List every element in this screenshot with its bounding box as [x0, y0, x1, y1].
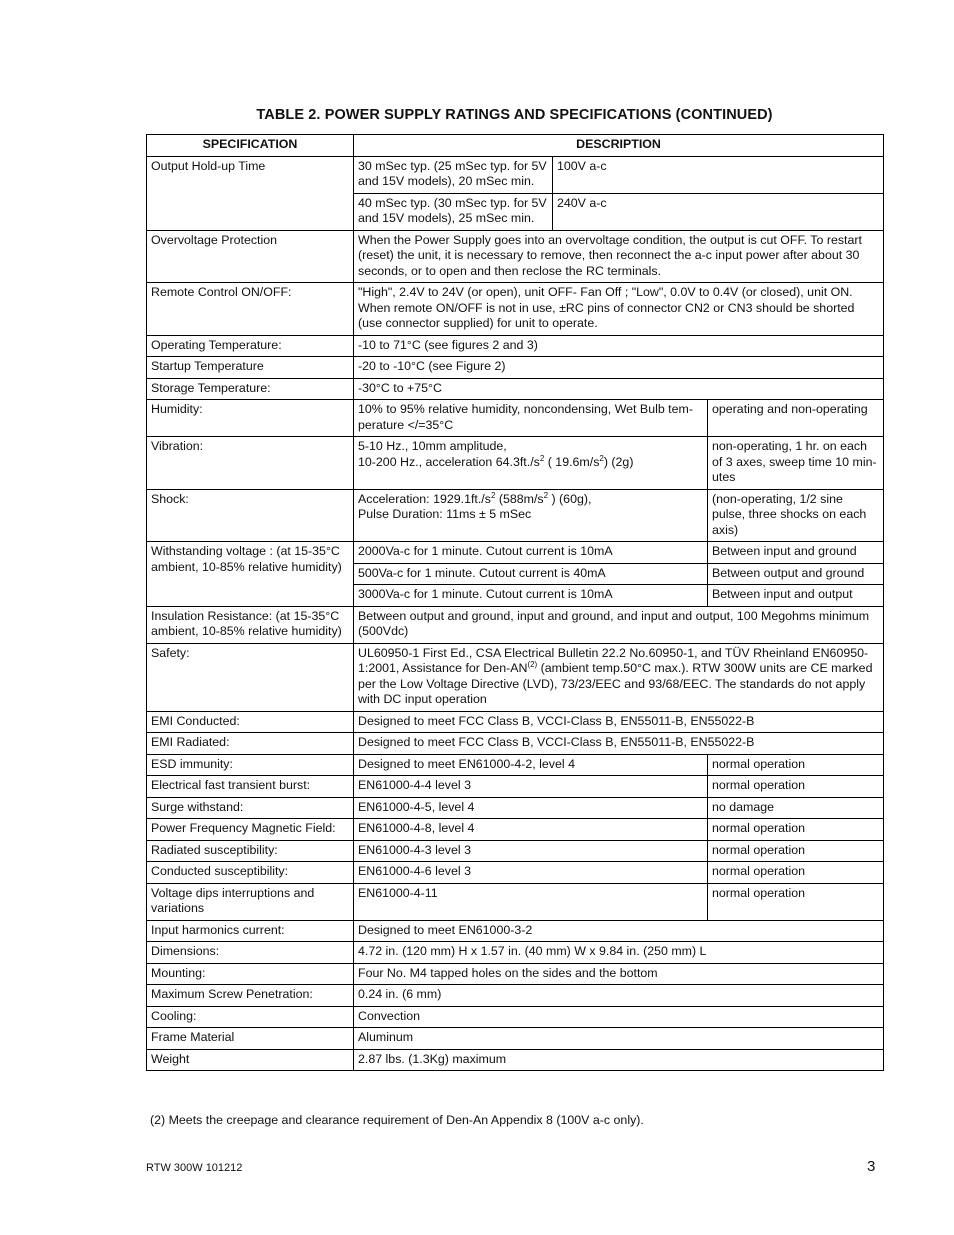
table-header-row — [147, 135, 884, 157]
spec-desc: Designed to meet FCC Class B, VCCI-Class B, EN55011-B, EN55022-B — [354, 733, 884, 755]
table-row — [147, 840, 884, 862]
table-row — [147, 1028, 884, 1050]
spec-label: Withstanding voltage : (at 15-35°C ambient, 10-85% relative humidity) — [147, 542, 354, 607]
table-row — [147, 754, 884, 776]
spec-desc: EN61000-4-8, level 4 — [354, 819, 708, 841]
spec-desc: EN61000-4-5, level 4 — [354, 797, 708, 819]
spec-label: Mounting: — [147, 963, 354, 985]
spec-label: Maximum Screw Penetration: — [147, 985, 354, 1007]
spec-label: Overvoltage Protection — [147, 230, 354, 283]
spec-condition: normal operation — [708, 776, 884, 798]
spec-desc — [354, 489, 708, 542]
spec-label: Remote Control ON/OFF: — [147, 283, 354, 336]
shock-line2: Pulse Duration: 11ms ± 5 mSec — [358, 507, 532, 521]
safety-part2: (ambient temp.50°C max.). RTW 300W units are CE marked per the Low Voltage Directive (LVD), 73/23/EEC and 93/68/EEC. The standards do not apply with DC input operation — [358, 661, 873, 706]
table-row — [147, 963, 884, 985]
spec-desc: Designed to meet EN61000-3-2 — [354, 920, 884, 942]
spec-table — [146, 134, 884, 1071]
spec-label: Output Hold-up Time — [147, 156, 354, 230]
spec-condition: Between input and output — [708, 585, 884, 607]
table-row — [147, 542, 884, 564]
page-number: 3 — [867, 1158, 876, 1175]
spec-desc: 500Va-c for 1 minute. Cutout current is 40mA — [354, 563, 708, 585]
spec-condition: normal operation — [708, 819, 884, 841]
spec-label: Startup Temperature — [147, 357, 354, 379]
spec-condition: normal operation — [708, 862, 884, 884]
spec-desc: 40 mSec typ. (30 mSec typ. for 5V and 15V models), 25 mSec min. — [354, 193, 553, 230]
table-row — [147, 797, 884, 819]
shock-line1c: ) (60g), — [548, 491, 592, 506]
spec-desc: EN61000-4-3 level 3 — [354, 840, 708, 862]
spec-condition: operating and non-operating — [708, 400, 884, 437]
spec-label: Electrical fast transient burst: — [147, 776, 354, 798]
spec-label: Storage Temperature: — [147, 378, 354, 400]
header-specification: SPECIFICATION — [147, 135, 354, 157]
spec-desc: 3000Va-c for 1 minute. Cutout current is 10mA — [354, 585, 708, 607]
table-row — [147, 920, 884, 942]
table-row — [147, 437, 884, 490]
shock-line1a: Acceleration: 1929.1ft./s — [358, 491, 491, 506]
document-id: RTW 300W 101212 — [146, 1162, 243, 1174]
spec-condition: Between output and ground — [708, 563, 884, 585]
table-row — [147, 733, 884, 755]
spec-condition: 100V a-c — [553, 156, 884, 193]
table-row — [147, 606, 884, 643]
spec-desc: 2.87 lbs. (1.3Kg) maximum — [354, 1049, 884, 1071]
table-row — [147, 776, 884, 798]
header-description: DESCRIPTION — [354, 135, 884, 157]
spec-label: Conducted susceptibility: — [147, 862, 354, 884]
superscript: 2 — [490, 490, 496, 500]
spec-desc: 0.24 in. (6 mm) — [354, 985, 884, 1007]
table-row — [147, 985, 884, 1007]
spec-desc: Designed to meet EN61000-4-2, level 4 — [354, 754, 708, 776]
spec-label: Vibration: — [147, 437, 354, 490]
vibration-line1: 5-10 Hz., 10mm amplitude, — [358, 439, 507, 453]
spec-desc — [354, 643, 884, 711]
spec-label: Weight — [147, 1049, 354, 1071]
spec-label: Insulation Resistance: (at 15-35°C ambient, 10-85% relative humidity) — [147, 606, 354, 643]
footnote: (2) Meets the creepage and clearance requirement of Den-An Appendix 8 (100V a-c only). — [150, 1113, 644, 1127]
spec-desc: 2000Va-c for 1 minute. Cutout current is 10mA — [354, 542, 708, 564]
table-row — [147, 378, 884, 400]
spec-desc: Four No. M4 tapped holes on the sides and the bottom — [354, 963, 884, 985]
spec-label: Humidity: — [147, 400, 354, 437]
table-row — [147, 643, 884, 711]
table-row — [147, 283, 884, 336]
spec-desc: "High", 2.4V to 24V (or open), unit OFF- Fan Off ; "Low", 0.0V to 0.4V (or closed), unit ON. When remote ON/OFF is not in use, ±RC pins of connector CN2 or CN3 should be shorted (use connector supplied) for unit to operate. — [354, 283, 884, 336]
spec-desc: -10 to 71°C (see figures 2 and 3) — [354, 335, 884, 357]
spec-desc: -20 to -10°C (see Figure 2) — [354, 357, 884, 379]
spec-label: Shock: — [147, 489, 354, 542]
table-row — [147, 1049, 884, 1071]
vibration-line2b: ( 19.6m/s — [544, 454, 600, 469]
vibration-line2c: ) (2g) — [603, 454, 634, 469]
spec-desc: Aluminum — [354, 1028, 884, 1050]
table-row — [147, 942, 884, 964]
table-row — [147, 230, 884, 283]
spec-label: ESD immunity: — [147, 754, 354, 776]
table-row — [147, 489, 884, 542]
superscript: 2 — [543, 490, 549, 500]
spec-label: Surge withstand: — [147, 797, 354, 819]
superscript: 2 — [599, 453, 604, 463]
table-row — [147, 819, 884, 841]
spec-label: Voltage dips interruptions and variations — [147, 883, 354, 920]
spec-label: Frame Material — [147, 1028, 354, 1050]
spec-label: Radiated susceptibility: — [147, 840, 354, 862]
spec-desc: Designed to meet FCC Class B, VCCI-Class B, EN55011-B, EN55022-B — [354, 711, 884, 733]
spec-label: Power Frequency Magnetic Field: — [147, 819, 354, 841]
spec-label: Dimensions: — [147, 942, 354, 964]
spec-condition: normal operation — [708, 883, 884, 920]
table-row — [147, 156, 884, 193]
vibration-line2a: 10-200 Hz., acceleration 64.3ft./s — [358, 454, 540, 469]
superscript: 2 — [539, 453, 545, 463]
spec-desc: 4.72 in. (120 mm) H x 1.57 in. (40 mm) W x 9.84 in. (250 mm) L — [354, 942, 884, 964]
safety-part1: UL60950-1 First Ed., CSA Electrical Bulletin 22.2 No.60950-1, and TÜV Rheinland EN60950-1:2001, Assistance for Den-AN — [358, 645, 869, 675]
spec-desc: -30°C to +75°C — [354, 378, 884, 400]
spec-desc: EN61000-4-11 — [354, 883, 708, 920]
spec-condition: non-operating, 1 hr. on each of 3 axes, sweep time 10 min-utes — [708, 437, 884, 490]
spec-desc: EN61000-4-6 level 3 — [354, 862, 708, 884]
spec-condition: no damage — [708, 797, 884, 819]
table-row — [147, 711, 884, 733]
spec-desc — [354, 437, 708, 490]
shock-line1b: (588m/s — [495, 491, 544, 506]
table-row — [147, 400, 884, 437]
table-row — [147, 862, 884, 884]
spec-condition: Between input and ground — [708, 542, 884, 564]
spec-condition: normal operation — [708, 840, 884, 862]
spec-label: Cooling: — [147, 1006, 354, 1028]
spec-condition: (non-operating, 1/2 sine pulse, three shocks on each axis) — [708, 489, 884, 542]
spec-desc: Convection — [354, 1006, 884, 1028]
table-row — [147, 1006, 884, 1028]
spec-desc: EN61000-4-4 level 3 — [354, 776, 708, 798]
spec-desc: When the Power Supply goes into an overvoltage condition, the output is cut OFF. To restart (reset) the unit, it is necessary to remove, then reconnect the a-c input power after about 30 seconds, or to open and then reclose the RC terminals. — [354, 230, 884, 283]
table-row — [147, 357, 884, 379]
spec-label: Input harmonics current: — [147, 920, 354, 942]
table-title: TABLE 2. POWER SUPPLY RATINGS AND SPECIFICATIONS (CONTINUED) — [256, 107, 773, 123]
spec-desc: 10% to 95% relative humidity, noncondensing, Wet Bulb tem-perature </=35°C — [354, 400, 708, 437]
spec-condition: 240V a-c — [553, 193, 884, 230]
table-row — [147, 335, 884, 357]
spec-label: Safety: — [147, 643, 354, 711]
footnote-ref: (2) — [527, 659, 538, 669]
spec-desc: 30 mSec typ. (25 mSec typ. for 5V and 15V models), 20 mSec min. — [354, 156, 553, 193]
spec-label: EMI Radiated: — [147, 733, 354, 755]
spec-condition: normal operation — [708, 754, 884, 776]
table-row — [147, 883, 884, 920]
spec-label: EMI Conducted: — [147, 711, 354, 733]
spec-label: Operating Temperature: — [147, 335, 354, 357]
spec-desc: Between output and ground, input and ground, and input and output, 100 Megohms minimum (500Vdc) — [354, 606, 884, 643]
